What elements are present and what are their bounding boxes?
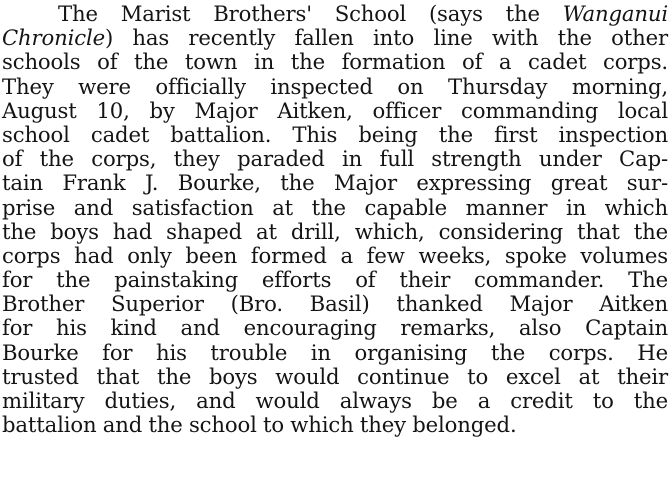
text-line-18: battalion and the school to which they belonged.	[2, 412, 517, 438]
text-line-9: prise and satisfaction at the capable manner in which	[2, 194, 668, 220]
text-line-12: for the painstaking efforts of their commander. The	[2, 267, 668, 293]
text-line-2	[2, 26, 668, 50]
text-line-17: military duties, and would always be a credit to the	[2, 388, 668, 413]
text-line-6: school cadet battalion. This being the first inspection	[2, 121, 668, 147]
text-line-13: Brother Superior (Bro. Basil) thanked Major Aitken	[2, 291, 668, 317]
text-line-11: corps had only been formed a few weeks, spoke volumes	[2, 242, 668, 268]
text-line-16: trusted that the boys would continue to excel at their	[2, 363, 668, 389]
newspaper-name-part-1: Wanganui	[562, 1, 668, 26]
text-line-1-part-1: The Marist Brothers' School (says the	[58, 1, 563, 26]
text-line-7: of the corps, they paraded in full strength under Cap-	[2, 146, 668, 172]
text-line-15: Bourke for his trouble in organising the corps. He	[2, 339, 668, 365]
article-text	[2, 2, 668, 437]
text-line-5: August 10, by Major Aitken, officer commanding local	[2, 97, 668, 123]
text-line-1	[2, 2, 668, 26]
newspaper-name-part-2: Chronicle	[2, 25, 105, 51]
text-line-4: They were officially inspected on Thursday morning,	[2, 73, 668, 99]
text-line-2-part-2: ) has recently fallen into line with the other	[105, 25, 668, 51]
text-line-3: schools of the town in the formation of a cadet corps.	[2, 49, 668, 75]
text-line-8: tain Frank J. Bourke, the Major expressing great sur-	[2, 170, 668, 196]
text-line-14: for his kind and encouraging remarks, also Captain	[2, 315, 668, 341]
text-line-10: the boys had shaped at drill, which, considering that the	[2, 218, 668, 244]
